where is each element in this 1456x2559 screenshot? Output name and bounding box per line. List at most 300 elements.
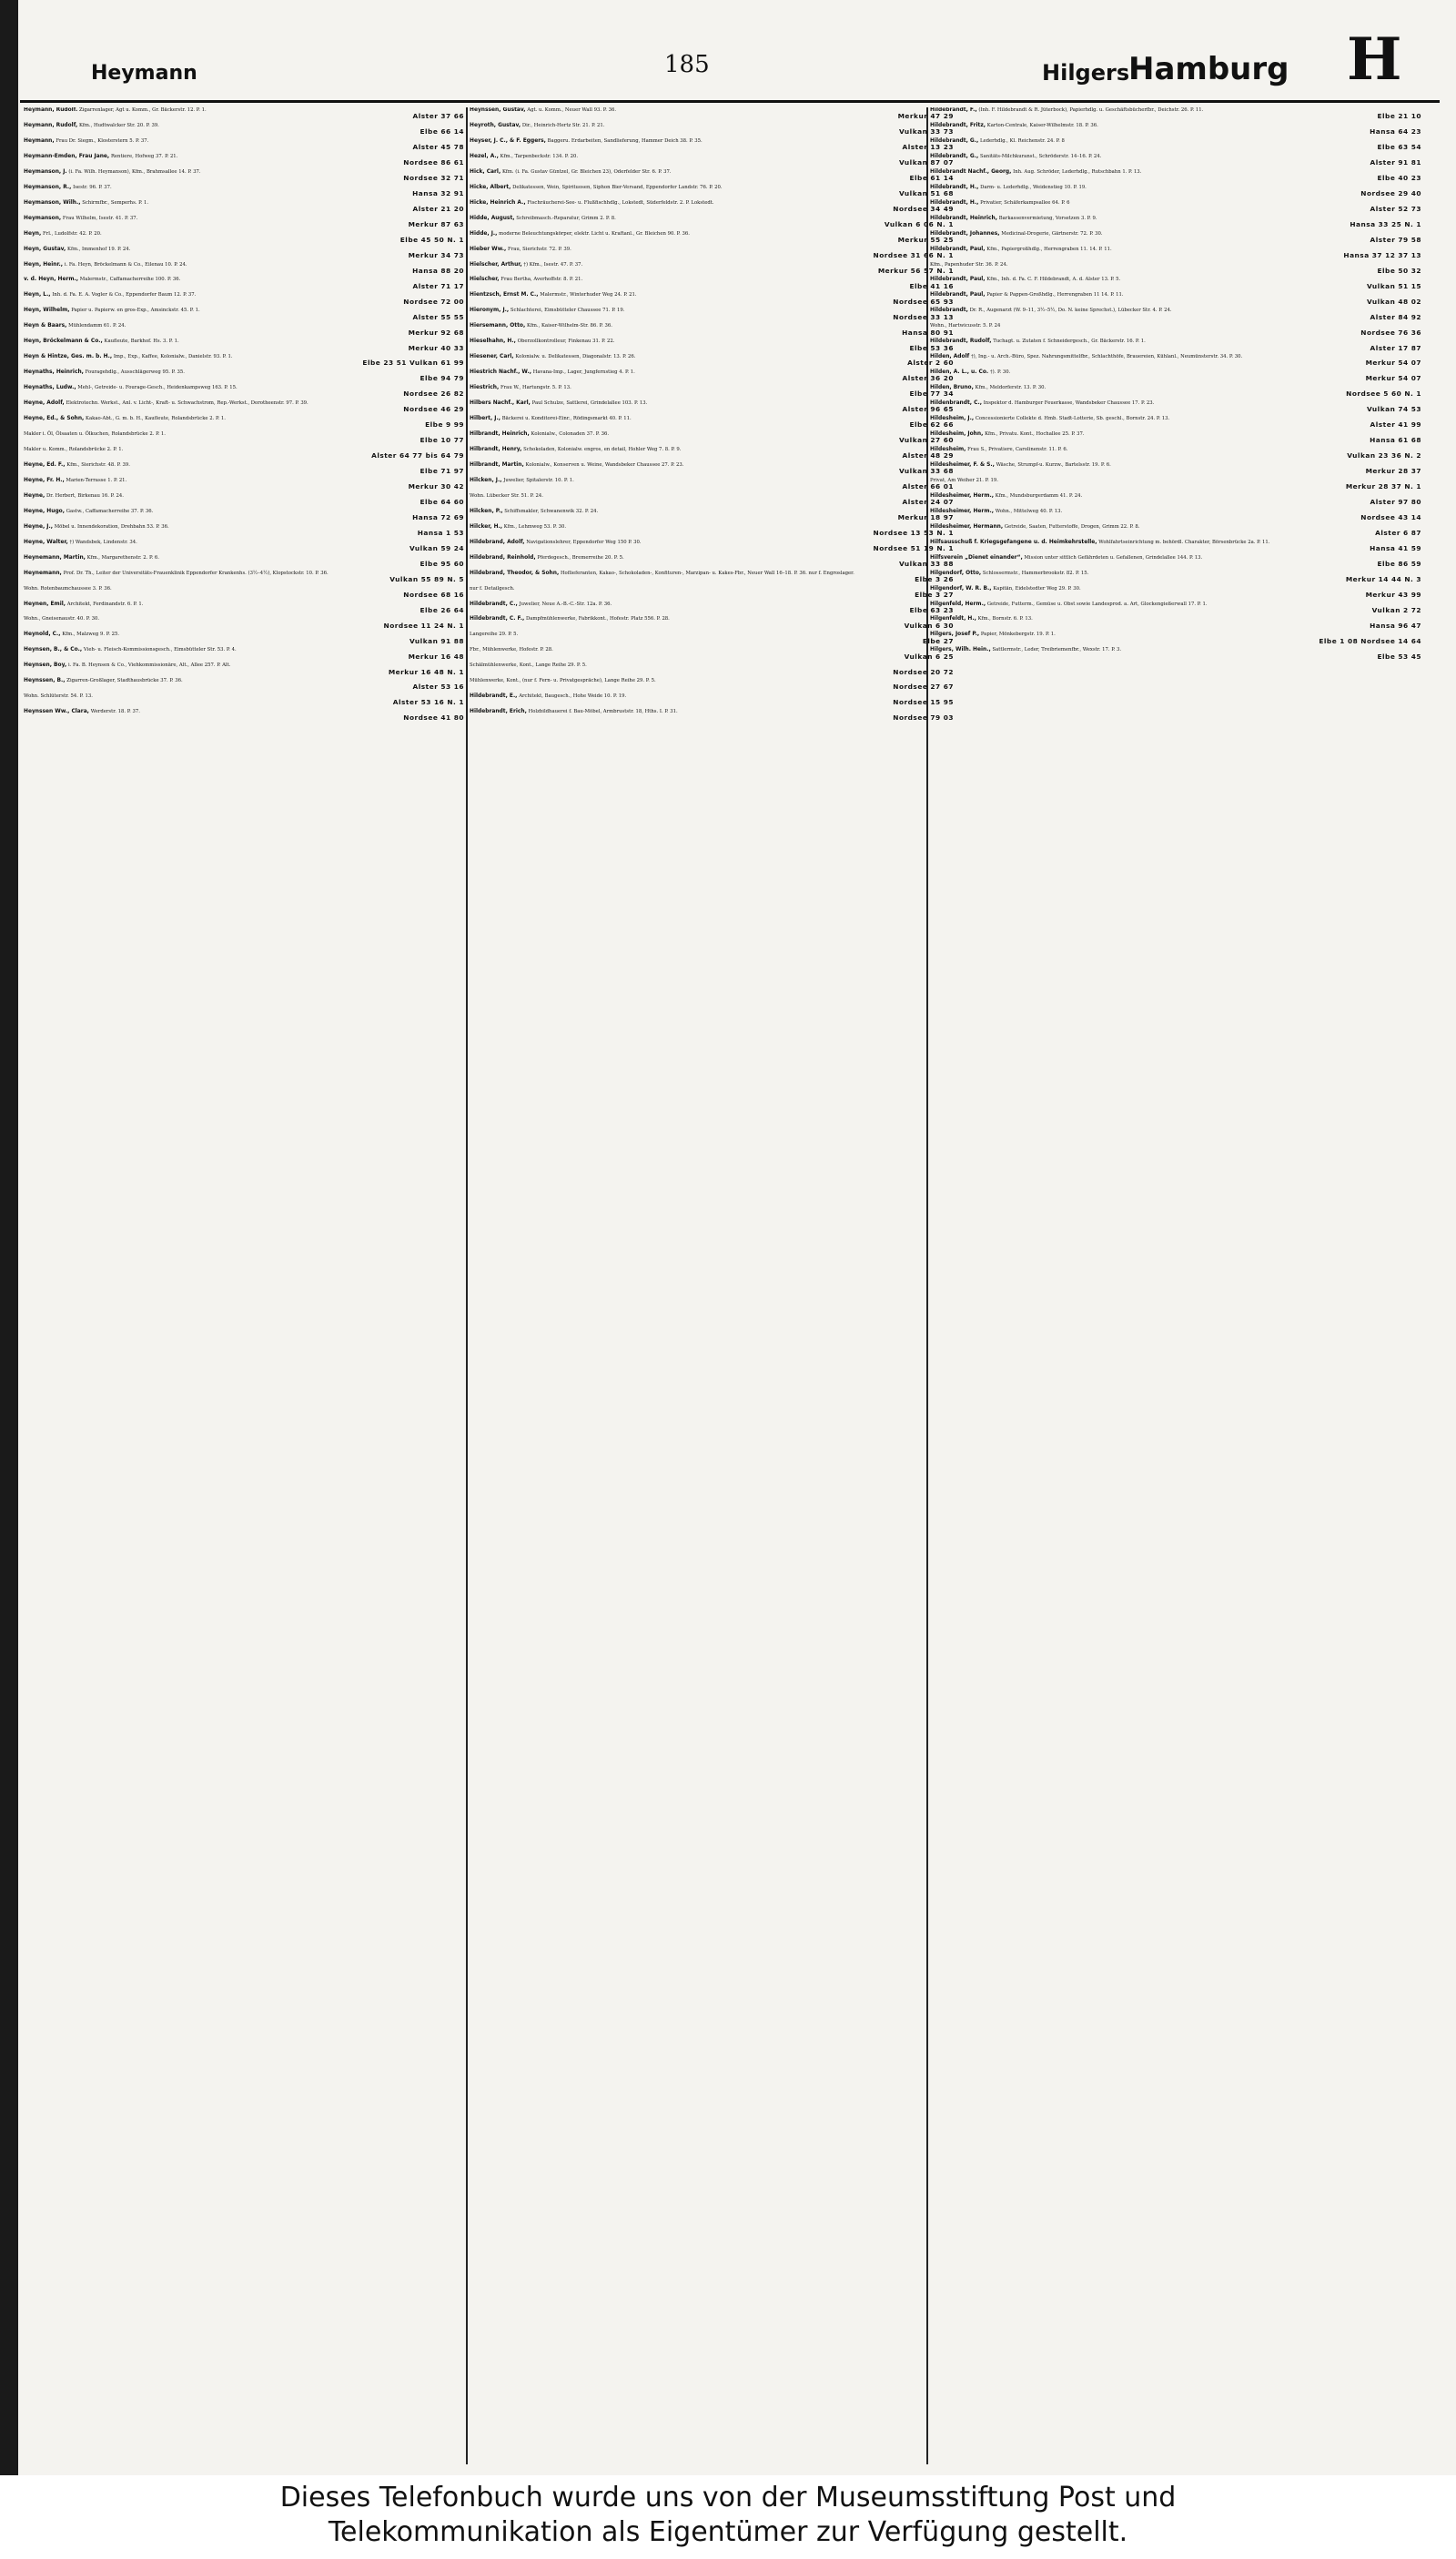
- entry-phone: Hansa 72 69: [412, 512, 464, 521]
- entry-name: v. d. Heyn, Herm.,: [24, 277, 79, 283]
- scan-edge: [0, 0, 18, 2475]
- directory-entry: [470, 540, 954, 555]
- entry-phone: Alster 64 77 bis 64 79: [371, 451, 464, 460]
- entry-details: Architekt, Baugesch., Hohe Weide 10. P. 19.: [519, 693, 627, 700]
- directory-entry: [470, 632, 954, 647]
- directory-entry: [470, 447, 954, 462]
- entry-name: Hilgers, Josef P.,: [930, 632, 980, 638]
- entry-phone: Alster 13 23: [902, 143, 954, 152]
- directory-entry: [930, 339, 1421, 354]
- entry-phone: Nordsee 33 13: [893, 312, 954, 321]
- entry-phone: Nordsee 72 00: [403, 297, 464, 306]
- directory-entry: [930, 478, 1421, 493]
- entry-details: Malermstr., Winterhuder Weg 24. P. 21.: [540, 292, 637, 298]
- entry-details: Wäsche, Strumpf-u. Kurzw., Bartelsstr. 19. P. 6.: [996, 461, 1111, 468]
- entry-details: Delikatessen, Wein, Spirituosen, Siphon Bier-Versand, Eppendorfer Landstr. 76. P. 20.: [512, 184, 723, 190]
- entry-name: Hick, Carl,: [470, 168, 501, 175]
- directory-entry: [470, 709, 954, 724]
- entry-details: Sanitäts-Milchkuranst., Schröderstr. 14–16. P. 24.: [980, 153, 1102, 159]
- directory-entry: [24, 632, 464, 647]
- entry-phone: Vulkan 6 25: [904, 652, 954, 661]
- entry-details: Juwelier, Spitalerstr. 10. P. 1.: [503, 477, 574, 483]
- directory-entry: [930, 616, 1421, 632]
- entry-name: Heynssen, Gustav,: [470, 107, 526, 113]
- column-1: [24, 107, 464, 2473]
- entry-name: Hildebrand, Adolf,: [470, 539, 525, 545]
- entry-details: Architekt, Ferdinandstr. 6. P. 1.: [66, 601, 144, 607]
- entry-name: Hieselhahn, H.,: [470, 339, 516, 345]
- entry-phone: Merkur 54 07: [1365, 374, 1421, 383]
- entry-phone: Merkur 87 63: [408, 219, 464, 228]
- entry-phone: Merkur 28 37 N. 1: [1345, 482, 1421, 491]
- entry-phone: Alster 52 73: [1370, 204, 1421, 213]
- entry-name: Hilcker, H.,: [470, 523, 503, 530]
- entry-phone: Elbe 23 51 Vulkan 61 99: [362, 359, 464, 368]
- directory-entry: [470, 462, 954, 478]
- directory-entry: [930, 647, 1421, 663]
- entry-phone: Merkur 40 33: [408, 343, 464, 352]
- entry-phone: Nordsee 13 53 N. 1: [873, 528, 954, 537]
- column-divider: [466, 107, 468, 2464]
- entry-phone: Alster 6 87: [1375, 528, 1421, 537]
- entry-name: Heyn, Bröckelmann & Co.,: [24, 339, 103, 345]
- entry-details: Papier, Mönkebergstr. 19. P. 1.: [980, 632, 1056, 638]
- entry-phone: Elbe 62 66: [909, 420, 954, 430]
- directory-entry: [470, 138, 954, 154]
- directory-entry: [930, 524, 1421, 540]
- directory-entry: [930, 602, 1421, 617]
- entry-phone: Vulkan 55 89 N. 5: [389, 574, 464, 583]
- directory-entry: [930, 185, 1421, 200]
- entry-name: Hieronym, J.,: [470, 308, 510, 314]
- entry-details: Kfm., Margarethenstr. 2. P. 6.: [86, 554, 159, 561]
- entry-details: Privat, Am Weiher 21. P. 19.: [930, 477, 998, 483]
- entry-phone: Nordsee 5 60 N. 1: [1346, 389, 1421, 399]
- entry-phone: Nordsee 76 36: [1360, 328, 1421, 337]
- entry-name: Hildebrand, Theodor, & Sohn,: [470, 570, 560, 576]
- entry-name: Hildebrandt, Fritz,: [930, 122, 986, 128]
- entry-name: Hiersemann, Otto,: [470, 323, 526, 329]
- directory-entry: [24, 169, 464, 185]
- entry-details: Möbel u. Innendekoration, Drehbahn 53. P. 36.: [54, 523, 169, 530]
- directory-entry: [930, 107, 1421, 123]
- entry-details: (Inh. F. Hildebrandt & R. Jüterbock), Papierhdlg. u. Geschäftsbücherfbr., Deichstr. 26. P. 11.: [978, 107, 1204, 113]
- entry-details: Kfm., Inh. d. Fa. C. F. Hildebrandt, A. d. Alster 13. P. 5.: [986, 277, 1121, 283]
- directory-entry: [470, 524, 954, 540]
- directory-entry: [930, 632, 1421, 647]
- entry-phone: Elbe 45 50 N. 1: [399, 235, 464, 244]
- directory-entry: [24, 107, 464, 123]
- entry-details: Dampfmühlenwerke, Fabrikkont., Hofestr. Platz 556. P. 28.: [525, 616, 670, 622]
- directory-entry: [470, 431, 954, 447]
- entry-name: Hildebrandt, Paul,: [930, 277, 986, 283]
- entry-name: Hielscher,: [470, 277, 500, 283]
- entry-details: Rentiere, Hofweg 37. P. 21.: [110, 153, 178, 159]
- entry-details: Frau Dr. Siegm., Klosterstern 5. P. 37.: [56, 137, 149, 144]
- entry-details: Kfm., Tarpenbeckstr. 134. P. 20.: [500, 153, 579, 159]
- entry-details: Navigationslehrer, Eppendorfer Weg 150 P. 30.: [526, 539, 642, 545]
- entry-details: Kfm. (i. Fa. Gustav Güntzel, Gr. Bleichen 23), Oderfelder Str. 6. P. 37.: [501, 168, 672, 175]
- entry-name: Hilbrandt, Henry,: [470, 446, 522, 452]
- entry-phone: Alster 37 66: [412, 112, 464, 121]
- entry-phone: Hansa 37 12 37 13: [1343, 250, 1421, 259]
- entry-phone: Hansa 33 25 N. 1: [1350, 219, 1421, 228]
- entry-details: i. Fa. Heyn, Bröckelmann & Co., Eilenau 10. P. 24.: [64, 261, 187, 268]
- entry-phone: Elbe 86 59: [1377, 559, 1421, 568]
- entry-details: Werderstr. 18. P. 37.: [90, 709, 140, 715]
- entry-name: Hieber Ww.,: [470, 246, 507, 252]
- entry-name: Hildebrandt,: [930, 308, 968, 314]
- entry-details: nur f. Detailgesch.: [470, 585, 515, 592]
- entry-name: Hilgendorf, Otto,: [930, 570, 982, 576]
- entry-phone: Vulkan 51 68: [898, 188, 954, 197]
- directory-entry: [24, 231, 464, 247]
- entry-name: Hildebrandt, Erich,: [470, 709, 527, 715]
- directory-entry: [470, 647, 954, 663]
- directory-entry: [24, 478, 464, 493]
- entry-details: Wohn., Gneisenaustr. 40. P. 30.: [24, 616, 100, 622]
- entry-details: Kfm., Malzweg 9. P. 25.: [62, 632, 120, 638]
- entry-name: Hildesheim, John,: [930, 431, 984, 438]
- entry-phone: Elbe 77 34: [909, 389, 954, 399]
- entry-name: Hilden, Adolf: [930, 354, 970, 360]
- directory-entry: [24, 123, 464, 138]
- entry-phone: Alster 71 17: [412, 281, 464, 290]
- entry-details: Lederhdlg., Kl. Reichenstr. 24. P. 8: [980, 137, 1065, 144]
- entry-details: Kfm., Papenhuder Str. 36. P. 24.: [930, 261, 1008, 268]
- entry-name: Heyser, J. C., & F. Eggers,: [470, 137, 546, 144]
- entry-details: Papier & Pappen-Großhdlg., Herrengraben 11 14. P. 11.: [986, 292, 1124, 298]
- directory-entry: [470, 216, 954, 231]
- entry-phone: Hansa 61 68: [1370, 436, 1421, 445]
- entry-name: Hildebrandt, G.,: [930, 137, 979, 144]
- directory-entry: [24, 154, 464, 169]
- entry-details: Tuchagt. u. Zutaten f. Schneidergesch., Gr. Bäckerstr. 16. P. 1.: [993, 339, 1146, 345]
- header-first-name: Heymann: [91, 62, 197, 85]
- entry-details: Makler i. Öl, Ölsaaten u. Ölkuchen, Rolandsbrücke 2. P. 1.: [24, 431, 166, 438]
- page-number: 185: [664, 51, 710, 78]
- entry-phone: Vulkan 48 02: [1366, 297, 1421, 306]
- directory-entry: [24, 555, 464, 571]
- entry-phone: Alster 2 60: [907, 359, 954, 368]
- header-last-name: Hilgers: [1042, 60, 1130, 86]
- entry-phone: Nordsee 31 66 N. 1: [873, 250, 954, 259]
- entry-details: Hoflieferanten, Kakao-, Schokoladen-, Konfituren-, Marzipan- u. Kakes-Fbr., Neuer Wall 16–18. P. 36. nur f. Engroslager.: [560, 570, 854, 576]
- entry-details: Agt. u. Komm., Neuer Wall 93. P. 36.: [527, 107, 617, 113]
- entry-details: Baggeru. Erdarbeiten, Sandlieferung, Hammer Deich 38. P. 35.: [547, 137, 703, 144]
- entry-name: Hilden, A. L., u. Co.: [930, 369, 989, 376]
- entry-details: Medicinal-Drogerie, Gärtnerstr. 72. P. 30.: [1001, 230, 1103, 237]
- entry-phone: Nordsee 43 14: [1360, 512, 1421, 521]
- entry-name: Heymann,: [24, 137, 55, 144]
- entry-details: Prof. Dr. Th., Leiter der Universitäts-Frauenklinik Eppendorfer Krankenhs. (3½–4½), Klopstockstr. 10. P. 36.: [63, 570, 329, 576]
- directory-entry: [930, 431, 1421, 447]
- directory-entry: [470, 323, 954, 339]
- entry-name: Heymanson,: [24, 215, 62, 221]
- entry-name: Heyn, L.,: [24, 292, 51, 298]
- directory-entry: [470, 292, 954, 308]
- entry-name: Heymanson, R.,: [24, 184, 72, 190]
- entry-phone: Nordsee 46 29: [403, 405, 464, 414]
- directory-entry: [470, 339, 954, 354]
- entry-name: Hicke, Albert,: [470, 184, 511, 190]
- entry-phone: Elbe 50 32: [1377, 266, 1421, 275]
- entry-phone: Merkur 47 29: [897, 112, 954, 121]
- entry-details: Fbr., Mühlenwerke, Hofestr. P. 28.: [470, 647, 553, 653]
- entry-phone: Elbe 66 14: [420, 127, 464, 137]
- entry-name: Hilden, Bruno,: [930, 385, 974, 391]
- header-letter: H: [1347, 25, 1402, 94]
- directory-entry: [24, 247, 464, 262]
- entry-name: Hilfsausschuß f. Kriegsgefangene u. d. Heimkehrstelle,: [930, 539, 1097, 545]
- entry-details: Getreide, Futterm., Gemüse u. Obst sowie Landesprod. a. Art, Glockengießerwall 17. P. 1.: [986, 601, 1208, 607]
- entry-phone: Merkur 34 73: [408, 250, 464, 259]
- entry-name: Heyne, Ed., & Sohn,: [24, 416, 85, 422]
- entry-phone: Nordsee 11 24 N. 1: [383, 621, 464, 630]
- entry-name: Hildesheimer, F. & S.,: [930, 461, 995, 468]
- entry-phone: Nordsee 34 49: [893, 204, 954, 213]
- entry-details: i. Fa. B. Heynsen & Co., Viehkommissionäre, Alt., Allee 257. P. Alt.: [67, 663, 231, 669]
- entry-name: Hildebrandt, C. F.,: [470, 616, 525, 622]
- directory-entry: [930, 555, 1421, 571]
- entry-phone: Nordsee 79 03: [893, 713, 954, 723]
- directory-entry: [24, 339, 464, 354]
- directory-entry: [470, 185, 954, 200]
- directory-entry: [24, 571, 464, 586]
- entry-details: Kolonialw. u. Delikatessen, Diagonalstr. 13. P. 26.: [515, 354, 636, 360]
- directory-entry: [470, 586, 954, 602]
- entry-name: Hildebrand, Reinhold,: [470, 554, 536, 561]
- entry-phone: Elbe 3 27: [915, 590, 954, 599]
- entry-details: Wohn., Hartwicusstr. 5. P. 24: [930, 323, 1001, 329]
- entry-details: Juwelier, Neue A.-B.-C.-Str. 12a. P. 36.: [519, 601, 612, 607]
- directory-entry: [24, 385, 464, 400]
- entry-phone: Vulkan 51 15: [1366, 281, 1421, 290]
- entry-name: Hidde, August,: [470, 215, 515, 221]
- entry-details: Frau, Sierichstr. 72. P. 39.: [508, 246, 571, 252]
- directory-entry: [930, 138, 1421, 154]
- directory-entry: [470, 308, 954, 323]
- directory-entry: [930, 447, 1421, 462]
- directory-entry: [930, 277, 1421, 292]
- directory-entry: [470, 571, 954, 586]
- directory-entry: [24, 524, 464, 540]
- entry-name: Heynsen, B., & Co.,: [24, 647, 83, 653]
- entry-name: Hientzsch, Ernst M. C.,: [470, 292, 539, 298]
- entry-name: Hildebrandt, H.,: [930, 184, 979, 190]
- entry-name: Hildebrandt, Rudolf,: [930, 339, 992, 345]
- entry-details: Papier u. Papierw. en gros-Exp., Amsinckstr. 45. P. 1.: [71, 308, 200, 314]
- entry-name: Hiesener, Carl,: [470, 354, 514, 360]
- directory-entry: [930, 169, 1421, 185]
- entry-phone: Hansa 41 59: [1370, 543, 1421, 552]
- entry-name: Hilbrandt, Heinrich,: [470, 431, 530, 438]
- directory-entry: [930, 369, 1421, 385]
- entry-name: Heynaths, Heinrich,: [24, 369, 84, 376]
- directory-entry: [24, 200, 464, 216]
- entry-details: Frau Bertha, Averhoffstr. 8. P. 21.: [500, 277, 583, 283]
- entry-name: Hildenbrandt, C.,: [930, 400, 982, 407]
- directory-entry: [930, 154, 1421, 169]
- entry-details: Wohn. Rotenbaumchaussee 3. P. 36.: [24, 585, 112, 592]
- entry-phone: Merkur 92 68: [408, 328, 464, 337]
- directory-entry: [470, 262, 954, 278]
- entry-details: Mission unter sittlich Gefährdeten u. Gefallenen, Grindelallee 144. P. 13.: [1024, 554, 1203, 561]
- directory-entry: [24, 354, 464, 369]
- entry-details: Inh. Aug. Schröder, Lederhdlg., Rutschbahn 1. P. 13.: [1013, 168, 1142, 175]
- directory-entry: [470, 169, 954, 185]
- entry-phone: Elbe 61 14: [909, 174, 954, 183]
- directory-entry: [930, 323, 1421, 339]
- entry-phone: Merkur 55 25: [897, 235, 954, 244]
- entry-details: Malermstr., Caffamacherreihe 100. P. 36.: [79, 277, 181, 283]
- directory-entry: [470, 678, 954, 693]
- entry-phone: Elbe 3 26: [915, 574, 954, 583]
- entry-phone: Elbe 71 97: [420, 467, 464, 476]
- entry-name: Heyn & Hintze, Ges. m. b. H.,: [24, 354, 113, 360]
- directory-entry: [930, 462, 1421, 478]
- entry-phone: Merkur 30 42: [408, 482, 464, 491]
- directory-entry: [470, 416, 954, 431]
- entry-name: Hildesheimer, Hermann,: [930, 523, 1004, 530]
- entry-name: Heynsen, Boy,: [24, 663, 67, 669]
- entry-details: Kfm., Bornstr. 6. P. 13.: [977, 616, 1033, 622]
- entry-phone: Alster 21 20: [412, 204, 464, 213]
- directory-entry: [24, 416, 464, 431]
- entry-name: Heyn & Baars,: [24, 323, 67, 329]
- entry-phone: Hansa 64 23: [1370, 127, 1421, 137]
- entry-phone: Alster 53 16: [412, 683, 464, 692]
- entry-name: Heyne, Adolf,: [24, 400, 65, 407]
- entry-phone: Vulkan 87 07: [898, 158, 954, 167]
- entry-phone: Alster 66 01: [902, 482, 954, 491]
- entry-phone: Alster 91 81: [1370, 158, 1421, 167]
- entry-details: †) Wandsbek, Lindenstr. 34.: [69, 539, 137, 545]
- entry-name: Heyne,: [24, 492, 46, 499]
- entry-details: Dr. Herbert, Birkenau 16. P. 24.: [46, 492, 124, 499]
- entry-phone: Elbe 26 64: [420, 605, 464, 614]
- entry-details: Kfm., Lehmweg 53. P. 30.: [503, 523, 567, 530]
- entry-details: †), Ing.- u. Arch.-Büro, Spez. Nahrungsmittelfbr., Schlachthöfe, Brauereien, Kühlanl., Neumünsterstr. 34. P. 30.: [970, 354, 1243, 360]
- entry-name: Heyne, Ed. F.,: [24, 461, 66, 468]
- directory-entry: [24, 709, 464, 724]
- entry-details: Kapitän, Eidelstedter Weg 29. P. 30.: [993, 585, 1081, 592]
- directory-entry: [470, 247, 954, 262]
- entry-name: Heyroth, Gustav,: [470, 122, 521, 128]
- entry-details: Fouragehdlg., Ausschlägerweg 95. P. 35.: [85, 369, 185, 376]
- directory-entry: [470, 509, 954, 524]
- directory-entry: [930, 586, 1421, 602]
- directory-entry: [24, 216, 464, 231]
- entry-name: Hilgendorf, W. R. B.,: [930, 585, 992, 592]
- entry-details: †) Kfm., Isestr. 47. P. 37.: [523, 261, 583, 268]
- entry-details: Kolonialw., Colonaden 37. P. 36.: [531, 431, 610, 438]
- entry-name: Heynen, Emil,: [24, 601, 66, 607]
- entry-details: Zigarren-Großlager, Stadthausbrücke 37. P. 36.: [66, 678, 183, 684]
- entry-name: Heyne, J.,: [24, 523, 53, 530]
- entry-name: Hilcken, J.,: [470, 477, 502, 483]
- directory-entry: [470, 107, 954, 123]
- entry-name: Hildebrandt, Paul,: [930, 246, 986, 252]
- entry-phone: Vulkan 59 24: [409, 543, 464, 552]
- directory-entry: [24, 431, 464, 447]
- entry-details: Wohn. Lübecker Str. 51. P. 24.: [470, 492, 543, 499]
- entry-name: Heynssen Ww., Clara,: [24, 709, 89, 715]
- directory-entry: [470, 277, 954, 292]
- directory-entry: [24, 509, 464, 524]
- footer-notice: [0, 2475, 1456, 2559]
- footer-line-1: Dieses Telefonbuch wurde uns von der Museumsstiftung Post und: [279, 2482, 1177, 2513]
- entry-name: Hilbrandt, Martin,: [470, 461, 524, 468]
- directory-entry: [24, 616, 464, 632]
- directory-entry: [24, 678, 464, 693]
- entry-name: Hilbers Nachf., Karl,: [470, 400, 531, 407]
- entry-details: (i. Fa. Wilh. Heymanson), Kfm., Brahmsallee 14. P. 37.: [68, 168, 201, 175]
- entry-name: Hildebrandt, F.,: [930, 107, 977, 113]
- entry-name: Heymann-Emden, Frau Jane,: [24, 153, 110, 159]
- entry-name: Heyne, Walter,: [24, 539, 68, 545]
- directory-entry: [24, 602, 464, 617]
- directory-entry: [470, 231, 954, 247]
- entry-phone: Alster 55 55: [412, 312, 464, 321]
- entry-details: Kfm., Hudtwalcker Str. 20. P. 39.: [78, 122, 159, 128]
- directory-entry: [470, 616, 954, 632]
- directory-entry: [930, 416, 1421, 431]
- entry-phone: Alster 48 29: [902, 451, 954, 460]
- entry-details: Kaufleute, Barkhof. Hs. 3. P. 1.: [104, 339, 179, 345]
- entry-details: Schlossermstr., Hammerbrookstr. 82. P. 15.: [982, 570, 1089, 576]
- entry-phone: Elbe 53 45: [1377, 652, 1421, 661]
- entry-details: Dir., Heinrich-Hertz Str. 21. P. 21.: [521, 122, 605, 128]
- entry-phone: Vulkan 74 53: [1366, 405, 1421, 414]
- page-header: [36, 25, 1429, 94]
- entry-details: Elektrotechn. Werkst., Anl. v. Licht-, Kraft- u. Schwachstrom, Rep.-Werkst., Dorotheenstr. 97. P. 39.: [66, 400, 308, 407]
- entry-name: Heymanson, J.: [24, 168, 67, 175]
- entry-name: Hielscher, Arthur,: [470, 261, 522, 268]
- entry-phone: Vulkan 33 88: [898, 559, 954, 568]
- entry-details: Wohlfahrtseinrichtung m. behördl. Charakter, Börsenbrücke 2a. P. 11.: [1098, 539, 1270, 545]
- entry-details: Mühlendamm 61. P. 24.: [68, 323, 126, 329]
- entry-name: Hildebrandt, C.,: [470, 601, 518, 607]
- entry-details: Kfm., Privatu. Kont., Hochallee 25. P. 37.: [985, 431, 1085, 438]
- entry-phone: Hansa 80 91: [902, 328, 954, 337]
- entry-phone: Alster 36 20: [902, 374, 954, 383]
- entry-phone: Nordsee 32 71: [403, 174, 464, 183]
- entry-phone: Vulkan 2 72: [1371, 605, 1421, 614]
- entry-details: Kfm., Mundsburgerdamm 41. P. 24.: [995, 492, 1083, 499]
- entry-name: Heyne, Hugo,: [24, 508, 65, 514]
- directory-entry: [930, 200, 1421, 216]
- entry-details: Frl., Ludolfstr. 42. P. 20.: [43, 230, 102, 237]
- directory-entry: [470, 663, 954, 678]
- entry-phone: Merkur 54 07: [1365, 359, 1421, 368]
- entry-details: Kfm., Sierichstr. 48. P. 39.: [66, 461, 130, 468]
- directory-entry: [470, 602, 954, 617]
- entry-phone: Merkur 16 48 N. 1: [388, 667, 464, 676]
- entry-details: Kfm., Meldorferstr. 13. P. 30.: [975, 385, 1046, 391]
- entry-phone: Elbe 9 99: [425, 420, 464, 430]
- entry-phone: Hansa 96 47: [1370, 621, 1421, 630]
- entry-details: Pferdegesch., Bremerreihe 20. P. 5.: [537, 554, 624, 561]
- entry-name: Heyn, Gustav,: [24, 246, 66, 252]
- entry-phone: Merkur 18 97: [897, 512, 954, 521]
- entry-details: Holzbildhauerei f. Bau-Möbel, Armbruststr. 18, Hths. I. P. 31.: [528, 709, 678, 715]
- entry-details: Kfm., Papiergroßhdlg., Herrengraben 11. 14. P. 11.: [986, 246, 1112, 252]
- entry-phone: Nordsee 65 93: [893, 297, 954, 306]
- entry-details: Schlachterei, Eimsbütteler Chaussee 71. P. 19.: [510, 308, 625, 314]
- entry-details: Dr. R., Augenarzt (W. 9–11, 3½–5½, Do. N. keine Sprechst.), Lübecker Str. 4. P. 24.: [969, 308, 1172, 314]
- directory-entry: [24, 138, 464, 154]
